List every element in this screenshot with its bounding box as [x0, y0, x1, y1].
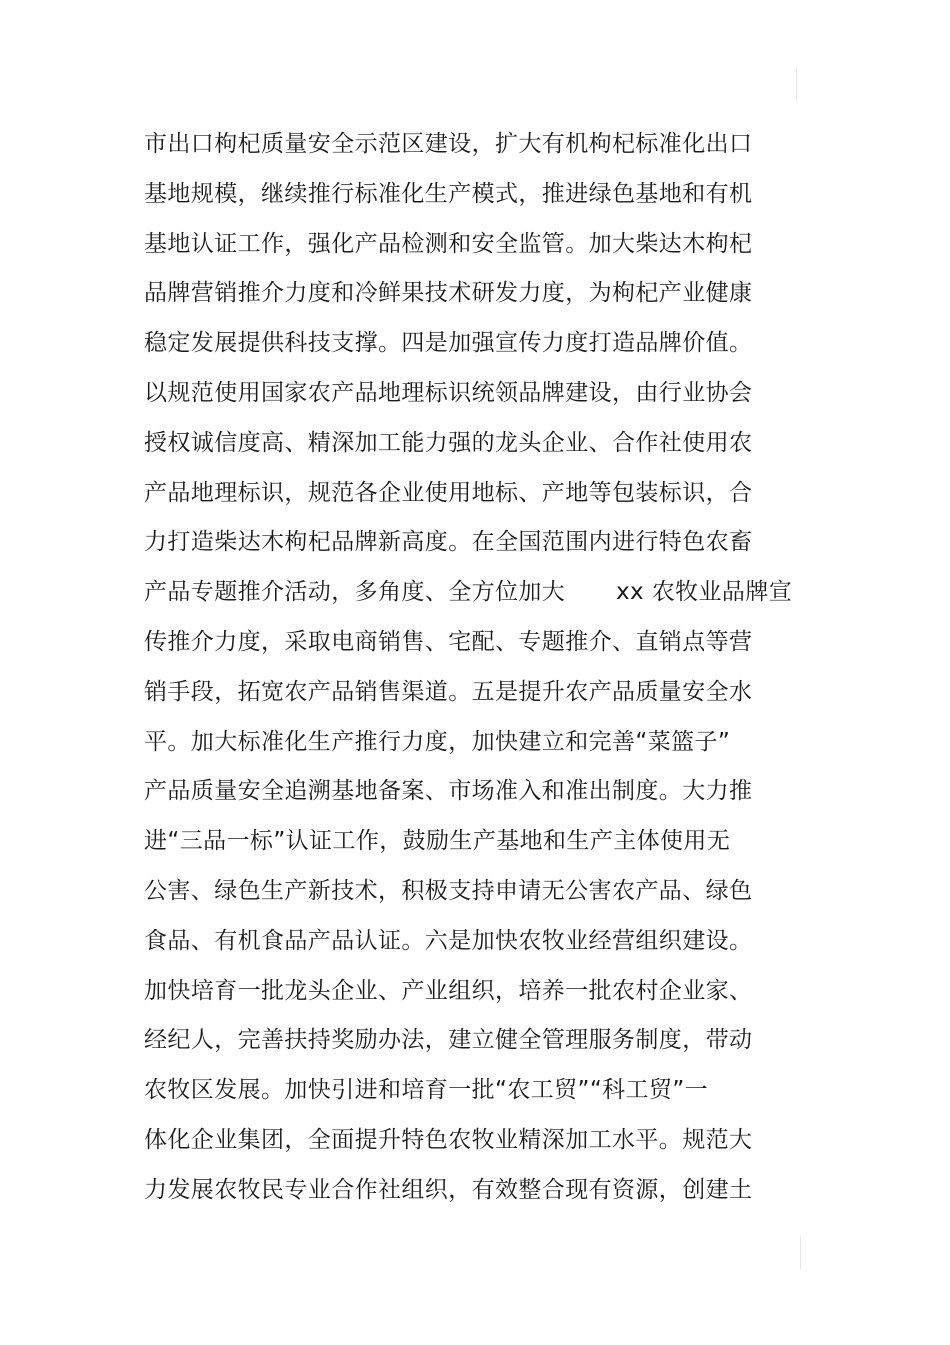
text-line-3: 基地认证工作，强化产品检测和安全监管。加大柴达木枸杞 — [144, 230, 753, 257]
text-line-10-right: xx 农牧业品牌宣 — [616, 579, 793, 606]
margin-mark-bottom — [800, 1236, 801, 1269]
text-line-2: 基地规模，继续推行标准化生产模式，推进绿色基地和有机 — [144, 180, 753, 207]
text-line-16: 公害、绿色生产新技术，积极支持申请无公害农产品、绿色 — [144, 877, 753, 904]
text-line-18: 加快培育一批龙头企业、产业组织，培养一批农村企业家、 — [144, 977, 753, 1004]
text-line-12: 销手段，拓宽农产品销售渠道。五是提升农产品质量安全水 — [144, 678, 753, 705]
text-line-11: 传推介力度，采取电商销售、宅配、专题推介、直销点等营 — [144, 628, 753, 655]
text-line-17: 食品、有机食品产品认证。六是加快农牧业经营组织建设。 — [144, 927, 753, 954]
text-line-6: 以规范使用国家农产品地理标识统领品牌建设，由行业协会 — [144, 379, 753, 406]
margin-mark-top — [796, 68, 797, 101]
text-line-5: 稳定发展提供科技支撑。四是加强宣传力度打造品牌价值。 — [144, 330, 753, 357]
text-line-14: 产品质量安全追溯基地备案、市场准入和准出制度。大力推 — [144, 778, 753, 805]
text-line-22: 力发展农牧民专业合作社组织，有效整合现有资源，创建土 — [144, 1176, 753, 1203]
text-line-1: 市出口枸杞质量安全示范区建设，扩大有机枸杞标准化出口 — [144, 131, 753, 157]
text-line-19: 经纪人，完善扶持奖励办法，建立健全管理服务制度，带动 — [144, 1027, 753, 1054]
text-line-13: 平。加大标准化生产推行力度，加快建立和完善“菜篮子” — [144, 728, 731, 755]
body-text — [144, 120, 804, 1216]
text-line-7: 授权诚信度高、精深加工能力强的龙头企业、合作社使用农 — [144, 429, 753, 456]
text-line-8: 产品地理标识，规范各企业使用地标、产地等包装标识，合 — [144, 479, 753, 506]
text-line-10 — [144, 568, 804, 618]
text-line-20: 农牧区发展。加快引进和培育一批“农工贸”“科工贸”一 — [144, 1077, 709, 1104]
text-line-21: 体化企业集团，全面提升特色农牧业精深加工水平。规范大 — [144, 1126, 753, 1153]
text-line-10-left: 产品专题推介活动，多角度、全方位加大 — [144, 579, 566, 606]
text-line-9: 力打造柴达木枸杞品牌新高度。在全国范围内进行特色农畜 — [144, 529, 753, 556]
text-line-4: 品牌营销推介力度和冷鲜果技术研发力度，为枸杞产业健康 — [144, 280, 753, 307]
text-line-15: 进“三品一标”认证工作，鼓励生产基地和生产主体使用无 — [144, 828, 731, 855]
